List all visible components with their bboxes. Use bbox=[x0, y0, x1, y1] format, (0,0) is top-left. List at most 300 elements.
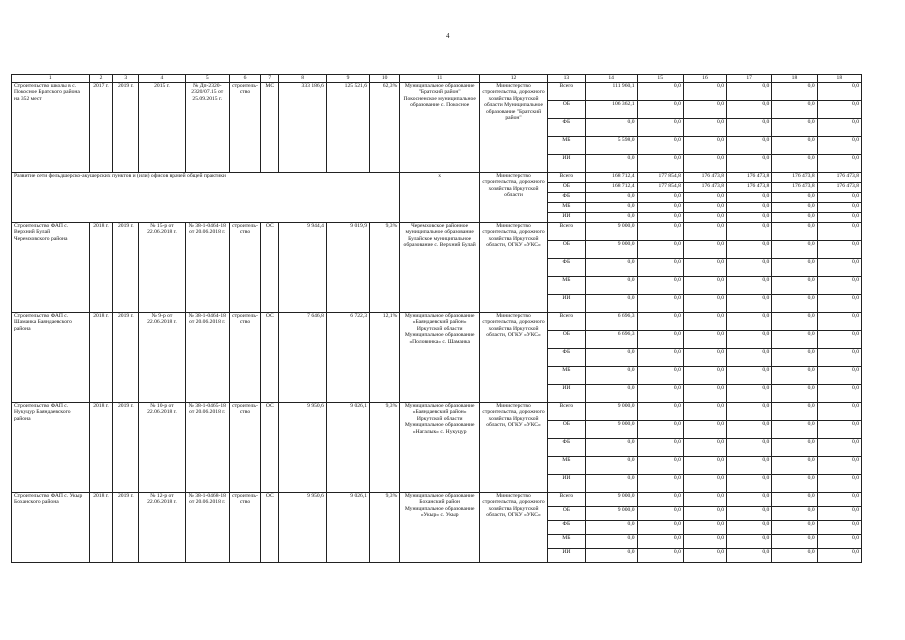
funding-amount: 0,0 bbox=[772, 549, 817, 563]
funding-source-code: ИИ bbox=[548, 155, 586, 173]
funding-amount: 0,0 bbox=[683, 457, 726, 475]
funding-amount: 0,0 bbox=[585, 475, 637, 493]
funding-amount: 0,0 bbox=[637, 457, 683, 475]
column-number-cell: 14 bbox=[585, 75, 637, 83]
funding-amount: 0,0 bbox=[683, 241, 726, 259]
funding-amount: 0,0 bbox=[772, 213, 817, 223]
funding-amount: 0,0 bbox=[772, 119, 817, 137]
contract-number: № 38-1-0464-18 от 20.06.2018 г. bbox=[185, 223, 229, 313]
funding-amount: 0,0 bbox=[727, 535, 772, 549]
funding-amount: 0,0 bbox=[637, 83, 683, 101]
funding-amount: 176 473,8 bbox=[772, 173, 817, 183]
funding-amount: 0,0 bbox=[817, 457, 861, 475]
funding-amount: 0,0 bbox=[727, 403, 772, 421]
funding-amount: 0,0 bbox=[683, 331, 726, 349]
project-name: Строительство ФАП с. Шамаика Баяндаевского района bbox=[12, 313, 90, 403]
investment-program-table bbox=[11, 74, 862, 563]
funding-amount: 0,0 bbox=[727, 223, 772, 241]
column-number-row bbox=[12, 75, 862, 83]
funding-amount: 0,0 bbox=[683, 101, 726, 119]
funding-source-code: ФБ bbox=[548, 193, 586, 203]
funding-amount: 0,0 bbox=[772, 493, 817, 507]
start-year: 2018 г. bbox=[89, 493, 113, 563]
funding-amount: 0,0 bbox=[683, 83, 726, 101]
column-number-cell: 7 bbox=[261, 75, 279, 83]
funding-amount: 0,0 bbox=[817, 137, 861, 155]
column-number-cell: 8 bbox=[279, 75, 326, 83]
funding-amount: 0,0 bbox=[817, 403, 861, 421]
work-type: строитель-ство bbox=[229, 223, 260, 313]
completed-amount: 125 521,6 bbox=[326, 83, 369, 173]
funding-amount: 0,0 bbox=[683, 223, 726, 241]
funding-amount: 0,0 bbox=[817, 295, 861, 313]
funding-amount: 0,0 bbox=[637, 439, 683, 457]
funding-amount: 0,0 bbox=[817, 203, 861, 213]
funding-amount: 0,0 bbox=[727, 83, 772, 101]
funding-amount: 0,0 bbox=[817, 313, 861, 331]
project-first-row bbox=[12, 83, 862, 101]
funding-source-code: ИИ bbox=[548, 295, 586, 313]
work-type: строитель-ство bbox=[229, 403, 260, 493]
funding-amount: 0,0 bbox=[637, 507, 683, 521]
funding-amount: 0,0 bbox=[772, 295, 817, 313]
start-year: 2017 г. bbox=[89, 83, 113, 173]
funding-amount: 0,0 bbox=[637, 259, 683, 277]
responsible-executor: Министерство строительства, дорожного хозяйства Иркутской области bbox=[480, 173, 548, 223]
funding-amount: 6 696,3 bbox=[585, 313, 637, 331]
funding-amount: 0,0 bbox=[637, 367, 683, 385]
funding-amount: 0,0 bbox=[817, 439, 861, 457]
funding-amount: 0,0 bbox=[683, 439, 726, 457]
funding-amount: 0,0 bbox=[683, 193, 726, 203]
funding-amount: 0,0 bbox=[727, 295, 772, 313]
readiness-percent: 9,3% bbox=[370, 493, 400, 563]
responsible-executor: Министерство строительства, дорожного хозяйства Иркутской области, ОГКУ «УКС» bbox=[480, 493, 548, 563]
end-year: 2019 г. bbox=[113, 493, 139, 563]
funding-amount: 0,0 bbox=[637, 421, 683, 439]
funding-source-code: ОБ bbox=[548, 241, 586, 259]
funding-amount: 0,0 bbox=[637, 385, 683, 403]
funding-source-code: МБ bbox=[548, 367, 586, 385]
funding-amount: 0,0 bbox=[683, 521, 726, 535]
funding-amount: 9 000,0 bbox=[585, 493, 637, 507]
funding-amount: 0,0 bbox=[817, 259, 861, 277]
funding-source-code: МБ bbox=[548, 137, 586, 155]
funding-amount: 0,0 bbox=[585, 385, 637, 403]
customer: Муниципальное образование «Баяндаевский район» Иркутской области Муниципальное образование «Половинка» с. Шамаика bbox=[400, 313, 480, 403]
estimated-cost: 9 950,6 bbox=[279, 403, 326, 493]
ownership: МС bbox=[261, 83, 279, 173]
funding-amount: 0,0 bbox=[585, 259, 637, 277]
funding-amount: 0,0 bbox=[727, 349, 772, 367]
funding-amount: 0,0 bbox=[637, 203, 683, 213]
end-year: 2019 г. bbox=[113, 83, 139, 173]
funding-amount: 0,0 bbox=[817, 101, 861, 119]
funding-amount: 0,0 bbox=[772, 521, 817, 535]
funding-amount: 0,0 bbox=[727, 137, 772, 155]
end-year: 2019 г. bbox=[113, 403, 139, 493]
funding-amount: 168 712,4 bbox=[585, 183, 637, 193]
column-number-cell: 11 bbox=[400, 75, 480, 83]
funding-amount: 0,0 bbox=[772, 535, 817, 549]
funding-amount: 9 000,0 bbox=[585, 507, 637, 521]
section-title: Развитие сети фельдшерско-акушерских пунктов и (или) офисов врачей общей практики bbox=[12, 173, 400, 223]
funding-amount: 0,0 bbox=[772, 331, 817, 349]
readiness-percent: 9,3% bbox=[370, 223, 400, 313]
funding-amount: 0,0 bbox=[727, 421, 772, 439]
funding-amount: 9 000,0 bbox=[585, 241, 637, 259]
funding-amount: 0,0 bbox=[727, 277, 772, 295]
column-number-cell: 9 bbox=[326, 75, 369, 83]
column-number-cell: 10 bbox=[370, 75, 400, 83]
responsible-executor: Министерство строительства, дорожного хозяйства Иркутской области Муниципальное образование "Братский район" bbox=[480, 83, 548, 173]
funding-source-code: МБ bbox=[548, 457, 586, 475]
funding-amount: 0,0 bbox=[585, 457, 637, 475]
funding-amount: 0,0 bbox=[585, 193, 637, 203]
funding-amount: 0,0 bbox=[817, 277, 861, 295]
funding-amount: 5 598,0 bbox=[585, 137, 637, 155]
funding-source-code: ОБ bbox=[548, 101, 586, 119]
column-number-cell: 5 bbox=[185, 75, 229, 83]
start-year: 2018 г. bbox=[89, 403, 113, 493]
estimated-cost: 9 944,4 bbox=[279, 223, 326, 313]
completed-amount: 9 026,1 bbox=[326, 403, 369, 493]
funding-amount: 0,0 bbox=[683, 295, 726, 313]
funding-amount: 0,0 bbox=[637, 119, 683, 137]
funding-source-code: Всего bbox=[548, 403, 586, 421]
funding-amount: 0,0 bbox=[585, 349, 637, 367]
funding-amount: 176 473,8 bbox=[817, 173, 861, 183]
funding-source-code: ОБ bbox=[548, 331, 586, 349]
funding-amount: 0,0 bbox=[727, 521, 772, 535]
funding-amount: 0,0 bbox=[637, 403, 683, 421]
funding-amount: 0,0 bbox=[683, 349, 726, 367]
funding-amount: 0,0 bbox=[772, 259, 817, 277]
project-name: Строительство ФАП с. Верхний Булай Черемховского района bbox=[12, 223, 90, 313]
funding-amount: 0,0 bbox=[727, 385, 772, 403]
funding-amount: 0,0 bbox=[772, 421, 817, 439]
column-number-cell: 18 bbox=[817, 75, 861, 83]
funding-amount: 0,0 bbox=[637, 277, 683, 295]
funding-amount: 6 696,3 bbox=[585, 331, 637, 349]
funding-amount: 0,0 bbox=[683, 203, 726, 213]
funding-amount: 0,0 bbox=[772, 457, 817, 475]
funding-source-code: ИИ bbox=[548, 213, 586, 223]
funding-amount: 0,0 bbox=[637, 241, 683, 259]
funding-amount: 0,0 bbox=[637, 313, 683, 331]
ownership: ОС bbox=[261, 313, 279, 403]
customer: Муниципальное образование Боханский район Муниципальное образование «Укыр» с. Укыр bbox=[400, 493, 480, 563]
funding-amount: 0,0 bbox=[585, 277, 637, 295]
funding-source-code: Всего bbox=[548, 83, 586, 101]
funding-amount: 0,0 bbox=[817, 193, 861, 203]
funding-amount: 0,0 bbox=[772, 349, 817, 367]
customer: Черемховское районное муниципальное образование Булайское муниципальное образование с. Верхний Булай bbox=[400, 223, 480, 313]
funding-amount: 0,0 bbox=[727, 119, 772, 137]
funding-amount: 0,0 bbox=[772, 475, 817, 493]
funding-amount: 0,0 bbox=[683, 313, 726, 331]
decision-document: № 12-р от 22.06.2018 г. bbox=[139, 493, 185, 563]
funding-amount: 0,0 bbox=[772, 193, 817, 203]
column-number-cell: 13 bbox=[548, 75, 586, 83]
funding-amount: 0,0 bbox=[585, 367, 637, 385]
funding-amount: 0,0 bbox=[683, 421, 726, 439]
funding-amount: 0,0 bbox=[817, 119, 861, 137]
contract-number: № Дп-2320-2320/07.15 от 25.09.2015 г. bbox=[185, 83, 229, 173]
column-number-cell: 15 bbox=[637, 75, 683, 83]
column-number-cell: 1 bbox=[12, 75, 90, 83]
funding-amount: 0,0 bbox=[817, 475, 861, 493]
decision-document: № 10-р от 22.06.2018 г. bbox=[139, 403, 185, 493]
funding-amount: 0,0 bbox=[637, 475, 683, 493]
funding-amount: 176 473,8 bbox=[683, 173, 726, 183]
funding-amount: 176 473,8 bbox=[817, 183, 861, 193]
funding-amount: 0,0 bbox=[637, 137, 683, 155]
project-first-row bbox=[12, 173, 862, 183]
responsible-executor: Министерство строительства, дорожного хозяйства Иркутской области, ОГКУ «УКС» bbox=[480, 313, 548, 403]
completed-amount: 9 019,9 bbox=[326, 223, 369, 313]
column-number-cell: 2 bbox=[89, 75, 113, 83]
decision-document: № 15-р от 22.06.2018 г. bbox=[139, 223, 185, 313]
funding-amount: 176 473,8 bbox=[727, 183, 772, 193]
work-type: строитель-ство bbox=[229, 313, 260, 403]
funding-amount: 0,0 bbox=[683, 259, 726, 277]
funding-amount: 0,0 bbox=[817, 223, 861, 241]
customer: Муниципальное образование "Братский район" Покосненское муниципальное образование с. Покосное bbox=[400, 83, 480, 173]
funding-amount: 9 000,0 bbox=[585, 403, 637, 421]
funding-amount: 0,0 bbox=[637, 549, 683, 563]
funding-amount: 0,0 bbox=[772, 403, 817, 421]
funding-source-code: ФБ bbox=[548, 119, 586, 137]
project-first-row bbox=[12, 313, 862, 331]
funding-amount: 0,0 bbox=[683, 403, 726, 421]
funding-amount: 0,0 bbox=[585, 549, 637, 563]
funding-amount: 0,0 bbox=[683, 367, 726, 385]
funding-amount: 0,0 bbox=[817, 241, 861, 259]
funding-amount: 0,0 bbox=[817, 493, 861, 507]
funding-amount: 0,0 bbox=[772, 277, 817, 295]
funding-amount: 0,0 bbox=[817, 367, 861, 385]
funding-amount: 0,0 bbox=[772, 101, 817, 119]
start-year: 2018 г. bbox=[89, 313, 113, 403]
funding-amount: 9 000,0 bbox=[585, 223, 637, 241]
funding-source-code: Всего bbox=[548, 223, 586, 241]
funding-amount: 0,0 bbox=[772, 367, 817, 385]
funding-amount: 0,0 bbox=[817, 535, 861, 549]
funding-source-code: ОБ bbox=[548, 183, 586, 193]
funding-amount: 0,0 bbox=[585, 213, 637, 223]
funding-amount: 9 000,0 bbox=[585, 421, 637, 439]
funding-source-code: ИИ bbox=[548, 475, 586, 493]
funding-amount: 0,0 bbox=[817, 331, 861, 349]
funding-source-code: ИИ bbox=[548, 549, 586, 563]
funding-amount: 0,0 bbox=[727, 101, 772, 119]
funding-amount: 0,0 bbox=[637, 331, 683, 349]
funding-amount: 0,0 bbox=[772, 203, 817, 213]
readiness-percent: 62,3% bbox=[370, 83, 400, 173]
funding-source-code: ОБ bbox=[548, 507, 586, 521]
funding-source-code: ФБ bbox=[548, 521, 586, 535]
funding-amount: 0,0 bbox=[727, 241, 772, 259]
funding-amount: 0,0 bbox=[585, 535, 637, 549]
funding-amount: 0,0 bbox=[683, 277, 726, 295]
funding-amount: 0,0 bbox=[683, 155, 726, 173]
funding-source-code: МБ bbox=[548, 535, 586, 549]
customer: х bbox=[400, 173, 480, 223]
funding-amount: 0,0 bbox=[772, 223, 817, 241]
contract-number: № 38-1-0464-18 от 20.06.2018 г. bbox=[185, 313, 229, 403]
readiness-percent: 12,1% bbox=[370, 313, 400, 403]
funding-amount: 0,0 bbox=[683, 549, 726, 563]
funding-amount: 0,0 bbox=[585, 155, 637, 173]
funding-amount: 0,0 bbox=[637, 493, 683, 507]
funding-amount: 0,0 bbox=[727, 313, 772, 331]
project-name: Строительство ФАП с. Укыр Боханского района bbox=[12, 493, 90, 563]
funding-amount: 177 854,8 bbox=[637, 173, 683, 183]
funding-source-code: ФБ bbox=[548, 439, 586, 457]
funding-amount: 0,0 bbox=[585, 439, 637, 457]
estimated-cost: 333 186,6 bbox=[279, 83, 326, 173]
funding-amount: 0,0 bbox=[772, 155, 817, 173]
funding-source-code: Всего bbox=[548, 313, 586, 331]
funding-amount: 0,0 bbox=[727, 493, 772, 507]
funding-amount: 0,0 bbox=[585, 119, 637, 137]
column-number-cell: 3 bbox=[113, 75, 139, 83]
funding-amount: 0,0 bbox=[637, 213, 683, 223]
funding-amount: 0,0 bbox=[727, 549, 772, 563]
funding-amount: 176 473,8 bbox=[772, 183, 817, 193]
funding-amount: 0,0 bbox=[817, 155, 861, 173]
funding-amount: 0,0 bbox=[817, 521, 861, 535]
funding-amount: 0,0 bbox=[727, 331, 772, 349]
funding-amount: 0,0 bbox=[727, 203, 772, 213]
funding-amount: 0,0 bbox=[683, 213, 726, 223]
customer: Муниципальное образование «Баяндаевский район» Иркутской области Муниципальное образование «Нагалык» с. Нукуцур bbox=[400, 403, 480, 493]
decision-document: 2015 г. bbox=[139, 83, 185, 173]
funding-amount: 0,0 bbox=[772, 507, 817, 521]
funding-amount: 0,0 bbox=[772, 439, 817, 457]
responsible-executor: Министерство строительства, дорожного хозяйства Иркутской области, ОГКУ «УКС» bbox=[480, 403, 548, 493]
funding-amount: 0,0 bbox=[817, 421, 861, 439]
funding-source-code: ОБ bbox=[548, 421, 586, 439]
funding-amount: 0,0 bbox=[817, 83, 861, 101]
funding-amount: 0,0 bbox=[637, 521, 683, 535]
funding-amount: 0,0 bbox=[683, 137, 726, 155]
funding-amount: 176 473,8 bbox=[727, 173, 772, 183]
completed-amount: 6 722,3 bbox=[326, 313, 369, 403]
funding-amount: 0,0 bbox=[727, 507, 772, 521]
funding-amount: 0,0 bbox=[683, 475, 726, 493]
funding-amount: 0,0 bbox=[683, 507, 726, 521]
decision-document: № 9-р от 22.06.2018 г. bbox=[139, 313, 185, 403]
funding-amount: 106 362,1 bbox=[585, 101, 637, 119]
funding-amount: 0,0 bbox=[683, 385, 726, 403]
responsible-executor: Министерство строительства, дорожного хозяйства Иркутской области, ОГКУ «УКС» bbox=[480, 223, 548, 313]
funding-amount: 0,0 bbox=[727, 213, 772, 223]
end-year: 2019 г. bbox=[113, 223, 139, 313]
funding-amount: 176 473,8 bbox=[683, 183, 726, 193]
start-year: 2018 г. bbox=[89, 223, 113, 313]
readiness-percent: 9,3% bbox=[370, 403, 400, 493]
funding-amount: 0,0 bbox=[585, 203, 637, 213]
project-name: Строительство школы в с. Покосное Братского района на 352 мест bbox=[12, 83, 90, 173]
funding-amount: 0,0 bbox=[727, 367, 772, 385]
funding-amount: 0,0 bbox=[772, 83, 817, 101]
contract-number: № 38-1-0465-18 от 20.06.2018 г. bbox=[185, 403, 229, 493]
column-number-cell: 12 bbox=[480, 75, 548, 83]
column-number-cell: 16 bbox=[683, 75, 726, 83]
column-number-cell: 18 bbox=[772, 75, 817, 83]
funding-source-code: Всего bbox=[548, 173, 586, 183]
funding-amount: 0,0 bbox=[637, 155, 683, 173]
page-number: 4 bbox=[446, 32, 450, 40]
funding-amount: 0,0 bbox=[727, 457, 772, 475]
project-name: Строительство ФАП с. Нукуцур Баяндаевского района bbox=[12, 403, 90, 493]
funding-amount: 0,0 bbox=[637, 193, 683, 203]
funding-amount: 0,0 bbox=[817, 213, 861, 223]
project-first-row bbox=[12, 493, 862, 507]
funding-amount: 177 854,8 bbox=[637, 183, 683, 193]
funding-amount: 0,0 bbox=[683, 493, 726, 507]
funding-amount: 0,0 bbox=[727, 155, 772, 173]
contract-number: № 38-1-0468-18 от 20.06.2018 г. bbox=[185, 493, 229, 563]
funding-amount: 0,0 bbox=[772, 385, 817, 403]
funding-amount: 0,0 bbox=[727, 475, 772, 493]
project-first-row bbox=[12, 403, 862, 421]
funding-source-code: ФБ bbox=[548, 259, 586, 277]
ownership: ОС bbox=[261, 223, 279, 313]
funding-amount: 0,0 bbox=[585, 295, 637, 313]
funding-amount: 0,0 bbox=[585, 521, 637, 535]
project-first-row bbox=[12, 223, 862, 241]
work-type: строитель-ство bbox=[229, 83, 260, 173]
ownership: ОС bbox=[261, 403, 279, 493]
estimated-cost: 7 646,8 bbox=[279, 313, 326, 403]
funding-amount: 0,0 bbox=[817, 507, 861, 521]
funding-source-code: ФБ bbox=[548, 349, 586, 367]
funding-amount: 0,0 bbox=[727, 259, 772, 277]
funding-amount: 0,0 bbox=[637, 535, 683, 549]
funding-amount: 0,0 bbox=[637, 101, 683, 119]
work-type: строитель-ство bbox=[229, 493, 260, 563]
funding-source-code: МБ bbox=[548, 203, 586, 213]
column-number-cell: 6 bbox=[229, 75, 260, 83]
funding-amount: 0,0 bbox=[817, 349, 861, 367]
funding-source-code: Всего bbox=[548, 493, 586, 507]
funding-source-code: МБ bbox=[548, 277, 586, 295]
funding-amount: 0,0 bbox=[637, 349, 683, 367]
column-number-cell: 17 bbox=[727, 75, 772, 83]
ownership: ОС bbox=[261, 493, 279, 563]
funding-amount: 0,0 bbox=[817, 549, 861, 563]
funding-amount: 0,0 bbox=[772, 137, 817, 155]
funding-source-code: ИИ bbox=[548, 385, 586, 403]
funding-amount: 0,0 bbox=[683, 535, 726, 549]
estimated-cost: 9 950,6 bbox=[279, 493, 326, 563]
funding-amount: 0,0 bbox=[637, 223, 683, 241]
end-year: 2019 г. bbox=[113, 313, 139, 403]
completed-amount: 9 026,1 bbox=[326, 493, 369, 563]
funding-amount: 111 960,1 bbox=[585, 83, 637, 101]
funding-amount: 0,0 bbox=[772, 313, 817, 331]
column-number-cell: 4 bbox=[139, 75, 185, 83]
funding-amount: 0,0 bbox=[727, 193, 772, 203]
funding-amount: 0,0 bbox=[683, 119, 726, 137]
funding-amount: 168 712,4 bbox=[585, 173, 637, 183]
funding-amount: 0,0 bbox=[727, 439, 772, 457]
funding-amount: 0,0 bbox=[817, 385, 861, 403]
funding-amount: 0,0 bbox=[772, 241, 817, 259]
